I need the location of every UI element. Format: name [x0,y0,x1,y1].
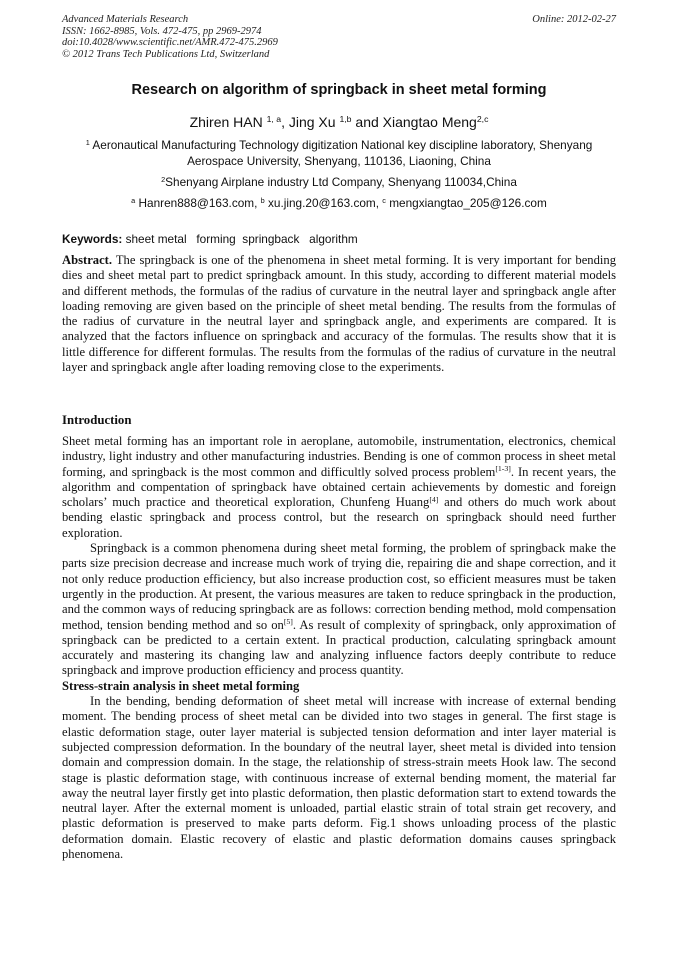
citation[interactable]: [5] [283,617,293,627]
email-marker: a [131,195,136,205]
abstract-label: Abstract. [62,253,113,267]
author-name: Zhiren HAN [189,114,263,130]
author-name: Xiangtao Meng [382,114,477,130]
paragraph-text: and others do much work about bending elastic springback and process control, but the research on springback should need further exploration. [62,495,616,540]
affiliation-text: Aeronautical Manufacturing Technology digitization National key discipline laboratory, Shenyang Aerospace University, Shenyang, 110136, Liaoning, China [92,138,593,168]
abstract-text: The springback is one of the phenomena in sheet metal forming. It is very important for bending dies and sheet metal part to predict springback amount. In this study, according to different material models and different methods, the formulas of the radius of curvature in the neutral layer and springback angle after loading removing are given based on the principle of sheet metal bending. The results from the formulas of the radius of curvature in the neutral layer and springback angle, and experiments are compared. It is analyzed that the factors influence on springback and accuracy of the formulas. The results show that it is little difference for different formulas. The results from the formulas of the radius of curvature in the neutral layer and springback angle after loading removing close to the experiments. [62,253,616,375]
email-link[interactable]: Hanren888@163.com, [138,196,258,210]
paragraph [62,434,616,541]
email-line [62,196,616,212]
author-superscript: 1,b [339,114,352,125]
email-link[interactable]: mengxiangtao_205@126.com [389,196,547,210]
paragraph [62,541,616,679]
email-marker: c [382,195,386,205]
journal-header [62,14,616,60]
affiliation-2 [62,175,616,191]
author-name: Jing Xu [288,114,336,130]
keywords-text: sheet metal forming springback algorithm [125,232,358,246]
doi-line[interactable]: doi:10.4028/www.scientific.net/AMR.472-475.2969 [62,37,278,49]
copyright-line: © 2012 Trans Tech Publications Ltd, Switzerland [62,48,270,60]
affiliation-marker: 1 [85,137,90,147]
paragraph-text: Sheet metal forming has an important role in aeroplane, automobile, instrumentation, electronics, chemical industry, light industry and other manufacturing industries. Bending is one of common process in sheet metal forming, and springback is the most common and difficultly solved process problem [62,434,616,479]
author-line [62,114,616,130]
author-separator: , [281,114,289,130]
paragraph-text: . In recent years, the algorithm and compentation of springback have obtained certain achievements by domestic and foreign scholars’ much practice and theoretical exploration, Chunfeng Huang [62,464,616,510]
keywords-label: Keywords: [62,232,123,246]
citation[interactable]: [4] [429,494,439,504]
journal-name: Advanced Materials Research [62,14,189,25]
paper-title: Research on algorithm of springback in sheet metal forming [131,82,547,98]
issn-line: ISSN: 1662-8985, Vols. 472-475, pp 2969-2974 [62,25,262,37]
citation[interactable]: [1-3] [495,464,511,474]
introduction-body [62,434,616,862]
email-link[interactable]: xu.jing.20@163.com, [268,196,380,210]
author-separator: and [351,114,383,130]
abstract [62,253,616,375]
keywords [62,232,616,246]
affiliation-text: Shenyang Airplane industry Ltd Company, Shenyang 110034,China [165,175,517,189]
email-marker: b [260,195,265,205]
paragraph: In the bending, bending deformation of sheet metal will increase with increase of external bending moment. The bending process of sheet metal can be divided into two stages in general. The first stage is elastic deformation stage, outer layer material is subjected tension deformation and inter layer material is subjected compression deformation. In the boundary of the neutral layer, sheet metal is divided into tension domain and compression domain. In the stage, the relationship of stress-strain meets Hook law. The second stage is plastic deformation stage, with continuous increase of external bending moment, the material far away the neutral layer firstly get into plastic deformation, then plastic deformation start to extend towards the neutral layer. After the external moment is unloaded, partial elastic strain of total strain get recovery, and plastic deformation is preserved to make parts deform. Fig.1 shows unloading process of the plastic deformation domain. Elastic recovery of elastic and plastic deformation domains causes springback phenomena. [62,694,616,862]
author-superscript: 2,c [476,114,489,125]
section-heading-stress-strain: Stress-strain analysis in sheet metal forming [62,678,300,693]
online-date: Online: 2012-02-27 [532,14,616,25]
affiliation-1 [62,138,616,169]
affiliation-marker: 2 [161,174,166,184]
author-superscript: 1, a [266,114,282,125]
section-heading-introduction: Introduction [62,413,132,427]
paragraph-text: Springback is a common phenomena during sheet metal forming, the problem of springback make the parts size precision decrease and increase much work of trying die, repairing die and shape correction, and it not only reduce production efficiency, but also increase production cost, so efficient measures must be taken urgently in the production. At present, the various measures are taken to reduce springback in the production, and the common ways of reducing springback are as follows: correction bending method, mold compensation method, tension bending method and so on [62,541,616,632]
paragraph-text: . As result of complexity of springback, only approximation of springback can be predicted to a certain extent. In practical production, calculating springback amount accurately and mastering its changing law and analyzing influence factors deeply contribute to reduce springback and improve production efficiency and process quantity. [62,617,616,678]
